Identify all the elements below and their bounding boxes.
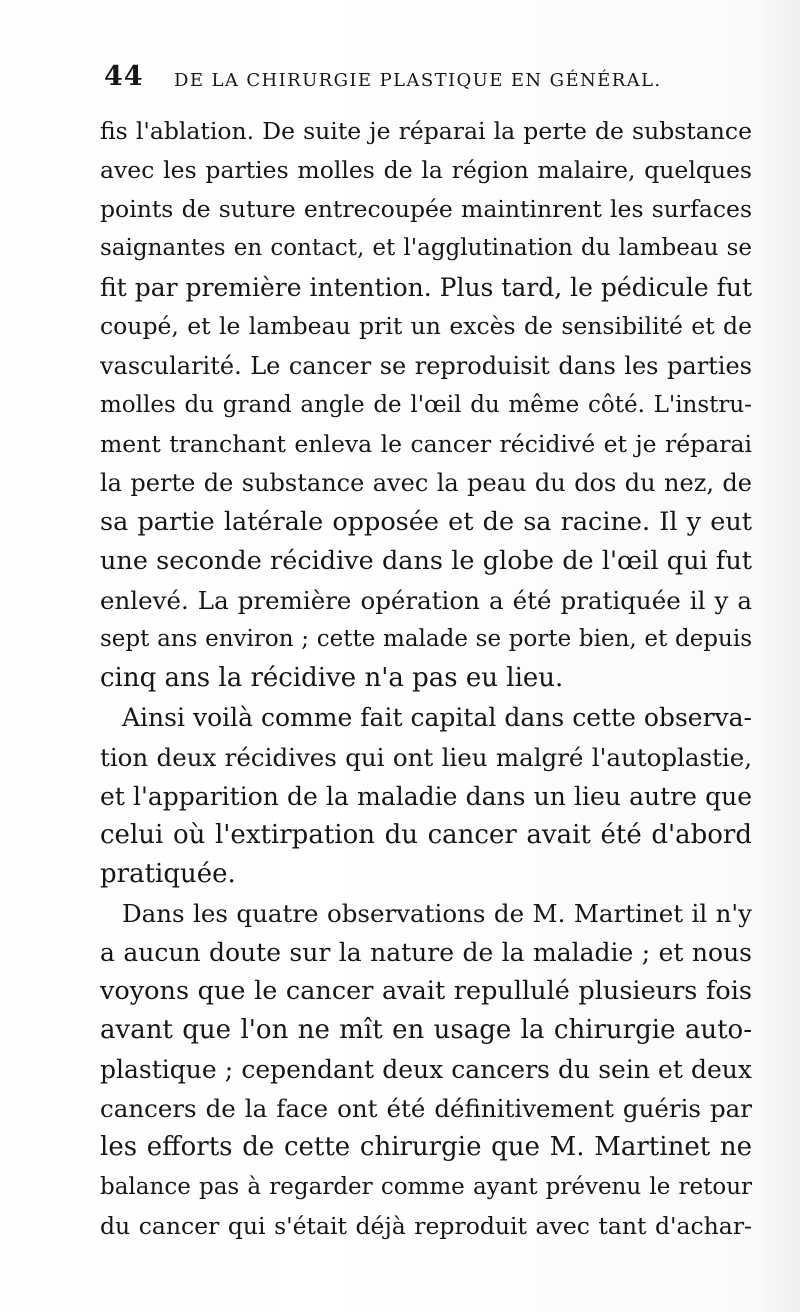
text-line: sa partie latérale opposée et de sa racine. Il y eut — [100, 506, 752, 537]
text-line: la perte de substance avec la peau du dos du nez, de — [100, 468, 752, 497]
running-head — [104, 60, 674, 100]
text-line: cinq ans la récidive n'a pas eu lieu. — [100, 663, 564, 694]
text-line: fis l'ablation. De suite je réparai la perte de substance — [100, 117, 752, 145]
text-line: avec les parties molles de la région malaire, quelques — [100, 156, 752, 185]
text-line: plastique ; cependant deux cancers du sein et deux — [100, 1055, 752, 1085]
page-gutter-shadow — [758, 0, 800, 1312]
text-line: points de suture entrecoupée maintinrent les surfaces — [100, 195, 752, 224]
text-line: celui où l'extirpation du cancer avait été d'abord — [100, 819, 752, 850]
text-line: fit par première intention. Plus tard, le pédicule fut — [100, 273, 752, 303]
page-number: 44 — [104, 61, 144, 92]
running-title: DE LA CHIRURGIE PLASTIQUE EN GÉNÉRAL. — [174, 70, 662, 91]
text-line: du cancer qui s'était déjà reproduit avec tant d'achar- — [100, 1211, 752, 1240]
text-line: Ainsi voilà comme fait capital dans cette observa- — [122, 703, 752, 733]
text-line: une seconde récidive dans le globe de l'œil qui fut — [100, 546, 752, 577]
text-line: cancers de la face ont été définitivement guéris par — [100, 1094, 752, 1124]
body-text — [100, 112, 752, 1246]
text-line: balance pas à regarder comme ayant prévenu le retour — [100, 1173, 752, 1200]
text-line: Dans les quatre observations de M. Martinet il n'y — [122, 898, 752, 928]
text-line: a aucun doute sur la nature de la maladie ; et nous — [100, 937, 752, 967]
text-line: et l'apparition de la maladie dans un lieu autre que — [100, 781, 752, 811]
text-line: tion deux récidives qui ont lieu malgré l'autoplastie, — [100, 742, 752, 772]
text-line: coupé, et le lambeau prit un excès de sensibilité et de — [100, 312, 752, 341]
text-line: les efforts de cette chirurgie que M. Martinet ne — [100, 1132, 752, 1163]
text-line: molles du grand angle de l'œil du même côté. L'instru- — [100, 391, 752, 418]
text-line: ment tranchant enleva le cancer récidivé et je réparai — [100, 429, 752, 458]
text-line: pratiquée. — [100, 858, 236, 889]
text-line: enlevé. La première opération a été pratiquée il y a — [100, 586, 752, 616]
text-line: sept ans environ ; cette malade se porte bien, et depuis — [100, 626, 752, 653]
text-line: vascularité. Le cancer se reproduisit dans les parties — [100, 351, 752, 380]
text-line: saignantes en contact, et l'agglutination du lambeau se — [100, 235, 752, 262]
text-line: voyons que le cancer avait repullulé plusieurs fois — [100, 976, 752, 1007]
text-line: avant que l'on ne mît en usage la chirurgie auto- — [100, 1015, 752, 1046]
